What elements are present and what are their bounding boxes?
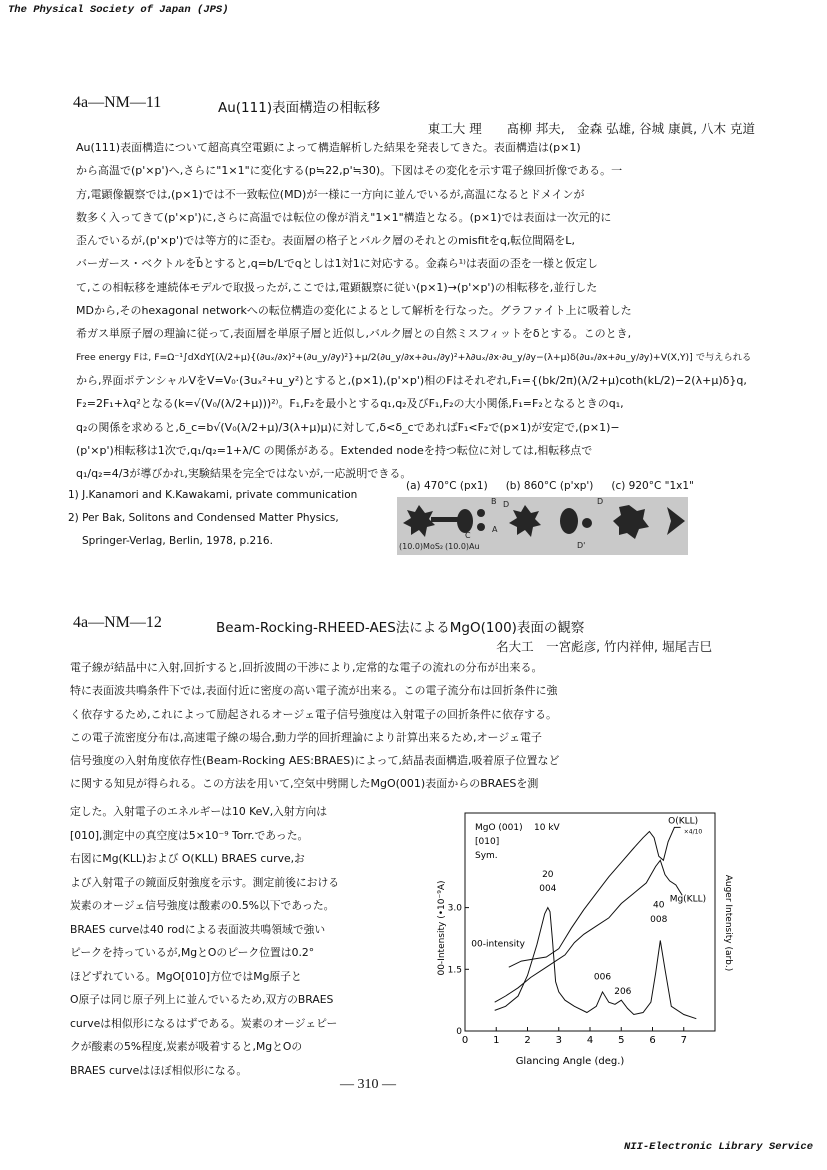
- reference-1: 1) J.Kanamori and K.Kawakami, private communication: [68, 489, 358, 501]
- x-axis-label: Glancing Angle (deg.): [515, 1056, 625, 1067]
- abstract2-body: [70, 656, 760, 796]
- figure-captions: [406, 480, 694, 492]
- braes-chart: [430, 808, 740, 1078]
- abstract1-body: [76, 136, 756, 485]
- text-line: から高温で(p'×p')へ,さらに"1×1"に変化する(p≒22,p'≒30)。下図はその変化を示す電子線回折像である。一: [76, 164, 623, 178]
- text-line: Free energy Fは, F=Ω⁻¹∫dXdY[(λ/2+μ){(∂uₓ/∂x)²+(∂u_y/∂y)²}+μ/2(∂u_y/∂x+∂uₓ/∂y)²+λ∂uₓ/∂x·∂u_y/∂y−(λ+μ)δ(∂uₓ/∂x+∂u_y/∂y)+V(X,Y)] で与えられる: [76, 351, 752, 363]
- x-tick-label: 2: [524, 1035, 531, 1046]
- abstract2-id: 4a—NM—12: [73, 614, 162, 631]
- text-line: O原子は同じ原子列上に並んでいるため,双方のBRAES: [70, 993, 334, 1006]
- text-line: 数多く入ってきて(p'×p')に,さらに高温では転位の像が消え"1×1"構造となる。(p×1)では表面は一次元的に: [76, 210, 612, 224]
- x-tick-label: 4: [586, 1035, 594, 1046]
- reference-2: 2) Per Bak, Solitons and Condensed Matter Physics,: [68, 512, 339, 524]
- spot-b2: [560, 508, 578, 534]
- text-line: ピークを持っているが,MgとOのピーク位置は0.2°: [70, 946, 315, 959]
- spot-b3: [582, 518, 592, 528]
- abstract1-authors: 東工大 理 髙柳 邦夫, 金森 弘雄, 谷城 康眞, 八木 克道: [427, 121, 755, 136]
- text-line: 電子線が結晶中に入射,回折すると,回折波間の干渉により,定常的な電子の流れの分布が出来る。: [70, 661, 543, 674]
- text-line: MDから,そのhexagonal networkへの転位構造の変化によるとして解析を行なった。グラファイト上に吸着した: [76, 304, 632, 318]
- annot-sample: MgO (001): [475, 823, 523, 833]
- label-C: C: [465, 531, 471, 540]
- header-source: The Physical Society of Japan (JPS): [8, 4, 229, 16]
- page-number: — 310 —: [340, 1077, 396, 1092]
- text-line: curveは相似形になるはずである。炭素のオージェピー: [70, 1016, 338, 1030]
- peak-label: 206: [614, 986, 632, 997]
- text-line: バーガース・ベクトルをb⃗とすると,q=b/Lでqとしは1対1に対応する。金森ら¹⁾は表面の歪を一様と仮定し: [76, 257, 598, 271]
- label-A: A: [492, 525, 498, 534]
- x-tick-label: 3: [555, 1035, 562, 1046]
- spot-b1: [509, 505, 541, 537]
- peak-label: O(KLL): [668, 816, 699, 827]
- abstract1-id: 4a—NM—11: [73, 94, 162, 111]
- series-line-1: [509, 827, 681, 967]
- spot-a1: [403, 505, 435, 537]
- text-line: く依存するため,これによって励起されるオージェ電子信号強度は入射電子の回折条件に依存する。: [70, 707, 558, 721]
- text-line: に関する知見が得られる。この方法を用いて,空気中劈開したMgO(001)表面からのBRAESを測: [70, 777, 539, 791]
- text-line: F₂=2F₁+λq²となる(k=√(V₀/(λ/2+μ)))²⁾。F₁,F₂を最小とするq₁,q₂及びF₁,F₂の大小関係,F₁=F₂となるときのq₁,: [76, 397, 624, 411]
- text-line: Au(111)表面構造について超高真空電顕によって構造解析した結果を発表してきた。表面構造は(p×1): [76, 141, 581, 154]
- spot-c2: [667, 507, 685, 535]
- text-line: て,この相転移を連続体モデルで取扱ったが,ここでは,電顕観察に従い(p×1)→(p'×p')の相転移を,並行した: [76, 280, 598, 294]
- x-tick-label: 7: [680, 1035, 687, 1046]
- annot-voltage: 10 kV: [534, 823, 560, 833]
- abstract1-title: Au(111)表面構造の相転移: [218, 100, 381, 116]
- peak-label: 40: [653, 900, 665, 911]
- text-line: 炭素のオージェ信号強度は酸素の0.5%以下であった。: [70, 899, 335, 912]
- x-tick-label: 5: [618, 1035, 625, 1046]
- peak-label: 006: [593, 972, 612, 983]
- peak-label: 20: [542, 869, 554, 880]
- y-tick-label: 3.0: [447, 903, 462, 914]
- text-line: q₂の関係を求めると,δ_c=b√(V₀(λ/2+μ)/3(λ+μ)μ)に対して,δ<δ_cであればF₁<F₂で(p×1)が安定で,(p×1)−: [76, 420, 620, 434]
- spot-c1: [613, 505, 649, 539]
- reference-2-cont: Springer-Verlag, Berlin, 1978, p.216.: [82, 535, 273, 547]
- x-tick-label: 1: [493, 1035, 500, 1046]
- peak-label: 004: [539, 884, 557, 895]
- x-tick-label: 6: [649, 1035, 656, 1046]
- spot-A: [477, 523, 485, 531]
- caption-a: (a) 470°C (px1): [406, 480, 488, 492]
- annot-sym: Sym.: [475, 851, 498, 861]
- text-line: BRAES curveはほぼ相似形になる。: [70, 1063, 248, 1077]
- peak-label: Mg(KLL): [669, 894, 707, 905]
- caption-c: (c) 920°C "1x1": [611, 480, 694, 492]
- text-line: よび入射電子の鏡面反射強度を示す。測定前後における: [70, 875, 340, 889]
- text-line: q₁/q₂=4/3が導びかれ,実験結果を完全ではないが,一応説明できる。: [76, 467, 412, 481]
- peak-label: ×4/10: [683, 828, 703, 836]
- text-line: この電子流密度分布は,高速電子線の場合,動力学的回折理論により計算出来るため,オージェ電子: [70, 730, 543, 744]
- streak-a: [431, 517, 461, 522]
- abstract2-body-narrow: [70, 800, 430, 1082]
- y-axis-right-label: Auger Intensity (arb.): [723, 874, 733, 972]
- footer-source: NII-Electronic Library Service: [623, 1141, 813, 1153]
- label-D-prime: D': [577, 541, 586, 550]
- y-axis-left-label: 00-Intensity (•10⁻⁹A): [437, 880, 447, 976]
- peak-label: 008: [650, 915, 668, 925]
- text-line: 特に表面波共鳴条件下では,表面付近に密度の高い電子流が出来る。この電子流分布は回折条件に強: [70, 684, 558, 698]
- text-line: 右図にMg(KLL)および O(KLL) BRAES curve,お: [70, 852, 305, 865]
- spot-B: [477, 509, 485, 517]
- text-line: 信号強度の入射角度依存性(Beam-Rocking AES:BRAES)によって,結晶表面構造,吸着原子位置など: [70, 754, 560, 768]
- annot-direction: [010]: [475, 837, 500, 847]
- text-line: 定した。入射電子のエネルギーは10 KeV,入射方向は: [70, 805, 328, 818]
- spot-a2: [457, 509, 473, 533]
- text-line: クが酸素の5%程度,炭素が吸着すると,MgとOの: [70, 1040, 303, 1053]
- label-B: B: [491, 497, 497, 506]
- label-Au: (10.0)Au: [445, 542, 480, 551]
- text-line: ほどずれている。MgO[010]方位ではMg原子と: [70, 969, 302, 983]
- text-line: 希ガス単原子層の理論に従って,表面層を単原子層と近似し,バルク層との自然ミスフィットをδとする。このとき,: [76, 327, 632, 341]
- text-line: BRAES curveは40 rodによる表面波共鳴領域で強い: [70, 922, 326, 936]
- label-D: D: [503, 500, 510, 509]
- text-line: 歪んでいるが,(p'×p')では等方的に歪む。表面層の格子とバルク層のそれとのmisfitをq,転位間隔をL,: [76, 234, 575, 248]
- peak-label: 00-intensity: [471, 939, 525, 950]
- label-D-b: D: [597, 497, 604, 506]
- text-line: 方,電顕像観察では,(p×1)では不一致転位(MD)が一様に一方向に並んでいるが,高温になるとドメインが: [76, 187, 585, 201]
- caption-b: (b) 860°C (p'xp'): [505, 480, 594, 492]
- text-line: から,界面ポテンシャルVをV=V₀·(3uₓ²+u_y²)とすると,(p×1),(p'×p')相のFはそれぞれ,F₁={(bk/2π)(λ/2+μ)coth(kL/2)−2(λ+μ)δ}q,: [76, 373, 747, 387]
- label-MoS2: (10.0)MoS₂: [399, 542, 444, 551]
- abstract2-authors: 名大工 一宮彪彦, 竹内祥伸, 堀尾吉巳: [496, 639, 712, 654]
- text-line: (p'×p')相転移は1次で,q₁/q₂=1+λ/C の関係がある。Extended nodeを持つ転位に対しては,相転移点で: [76, 443, 593, 457]
- x-tick-label: 0: [461, 1035, 469, 1046]
- abstract2-title: Beam-Rocking-RHEED-AES法によるMgO(100)表面の観察: [216, 620, 585, 636]
- y-tick-label: 1.5: [447, 965, 462, 976]
- text-line: [010],測定中の真空度は5×10⁻⁹ Torr.であった。: [70, 828, 309, 842]
- y-tick-label: 0: [456, 1027, 462, 1037]
- diffraction-photo: [397, 497, 688, 555]
- abstract1-references: [68, 484, 393, 553]
